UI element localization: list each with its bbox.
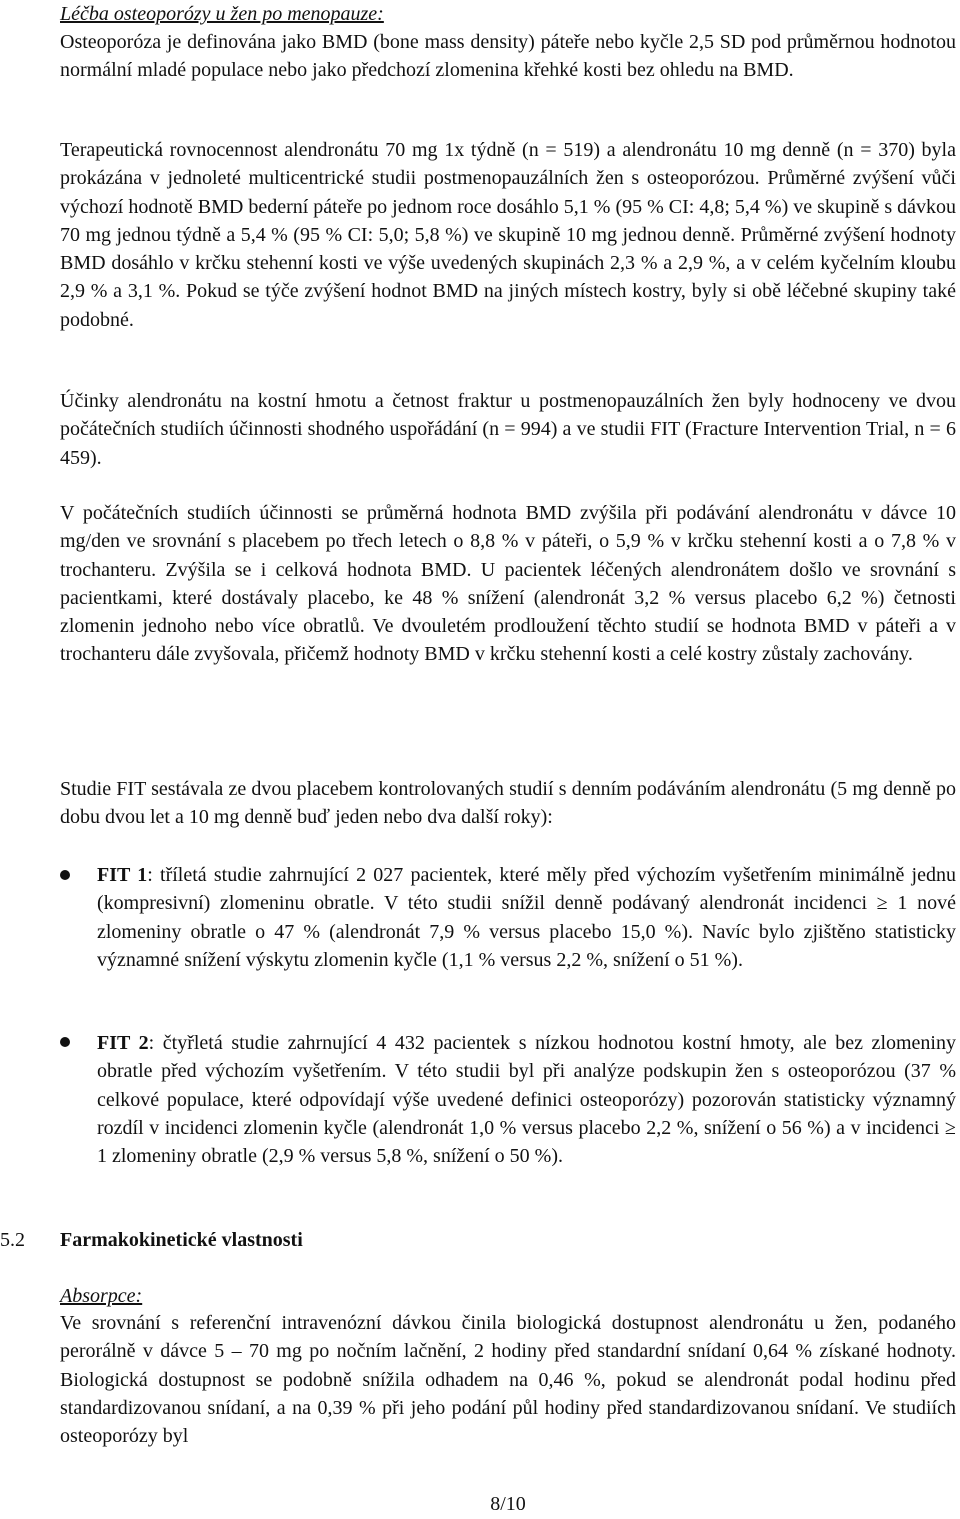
- heading-absorption: Absorpce:: [60, 1285, 143, 1307]
- fit1-label: FIT 1: [97, 864, 148, 886]
- fit1-item: [97, 861, 956, 974]
- fit2-text: : čtyřletá studie zahrnující 4 432 pacientek s nízkou hodnotou kostní hmoty, ale bez zlomeniny obratle před výchozím vyšetřením. V této studii byl při analýze podskupin žen s osteoporózou (37 % celkové populace, které odpovídají výše uvedené definici osteoporózy) pozorován statisticky významný rozdíl v incidenci zlomenin kyčle (alendronát 1,0 % versus placebo 2,2 %, snížení o 56 %) a v incidenci ≥ 1 zlomeniny obratle (2,9 % versus 5,8 %, snížení o 50 %).: [97, 1032, 956, 1168]
- bullet-icon: [60, 870, 70, 880]
- fit1-text: : tříletá studie zahrnující 2 027 pacientek, které měly před výchozím vyšetřením minimálně jednu (kompresivní) zlomeninu obratle. V této studii snížil denně podávaný alendronát incidenci ≥ 1 nové zlomeniny obratle o 47 % (alendronát 7,9 % versus placebo 15,0 %). Navíc bylo zjištěno statisticky významné snížení výskytu zlomenin kyčle (1,1 % versus 2,2 %, snížení o 51 %).: [97, 864, 956, 971]
- fit2-item: [97, 1029, 956, 1170]
- paragraph-equivalence: Terapeutická rovnocennost alendronátu 70 mg 1x týdně (n = 519) a alendronátu 10 mg denně (n = 370) byla prokázána v jednoleté multicentrické studii postmenopauzálních žen s osteoporózou. Průměrné zvýšení vůči výchozí hodnotě BMD bederní páteře po jednom roce dosáhlo 5,1 % (95 % CI: 4,8; 5,4 %) ve skupině s dávkou 70 mg jednou týdně a 5,4 % (95 % CI: 5,0; 5,8 %) ve skupině 10 mg jednou denně. Průměrné zvýšení hodnoty BMD dosáhlo v krčku stehenní kosti ve výše uvedených skupinách 2,3 % a 2,9 %, a v celém kyčelním kloubu 2,9 % a 3,1 %. Pokud se týče zvýšení hodnot BMD na jiných místech kostry, byly si obě léčebné skupiny také podobné.: [60, 139, 956, 331]
- paragraph-absorption: Ve srovnání s referenční intravenózní dávkou činila biologická dostupnost alendronátu u žen, podaného perorálně v dávce 5 – 70 mg po nočním lačnění, 2 hodiny před standardní snídaní 0,64 % získané hodnoty. Biologická dostupnost se podobně snížila odhadem na 0,46 %, pokud se alendronát podal hodinu před standardizovanou snídaní, a na 0,39 % při jeho podání půl hodiny před standardizovanou snídaní. Ve studiích osteoporózy byl: [60, 1312, 956, 1448]
- fit2-label: FIT 2: [97, 1032, 149, 1054]
- page-number: 8/10: [490, 1493, 526, 1515]
- paragraph-effects: Účinky alendronátu na kostní hmotu a četnost fraktur u postmenopauzálních žen byly hodnoceny ve dvou počátečních studiích účinnosti shodného uspořádání (n = 994) a ve studii FIT (Fracture Intervention Trial, n = 6 459).: [60, 390, 956, 469]
- paragraph-fit-study: Studie FIT sestávala ze dvou placebem kontrolovaných studií s denním podáváním alendronátu (5 mg denně po dobu dvou let a 10 mg denně buď jeden nebo dva další roky):: [60, 778, 956, 829]
- paragraph-initial-studies: V počátečních studiích účinnosti se průměrná hodnota BMD zvýšila při podávání alendronátu v dávce 10 mg/den ve srovnání s placebem po třech letech o 8,8 % v páteři, o 5,9 % v krčku stehenní kosti a o 7,8 % v trochanteru. Zvýšila se i celková hodnota BMD. U pacientek léčených alendronátem došlo ve srovnání s pacientkami, které dostávaly placebo, ke 48 % snížení (alendronát 3,2 % versus placebo 6,2 %) četnosti zlomenin jednoho nebo více obratlů. Ve dvouletém prodloužení těchto studií se hodnota BMD v páteři a v trochanteru dále zvyšovala, přičemž hodnoty BMD v krčku stehenní kosti a celé kostry zůstaly zachovány.: [60, 502, 956, 666]
- section-title: Farmakokinetické vlastnosti: [60, 1229, 303, 1251]
- bullet-icon: [60, 1037, 70, 1047]
- section-number: 5.2: [0, 1229, 25, 1251]
- paragraph-definition: Osteoporóza je definována jako BMD (bone mass density) páteře nebo kyčle 2,5 SD pod průměrnou hodnotou normální mladé populace nebo jako předchozí zlomenina křehké kosti bez ohledu na BMD.: [60, 31, 956, 82]
- heading-therapy: Léčba osteoporózy u žen po menopauze:: [60, 3, 384, 25]
